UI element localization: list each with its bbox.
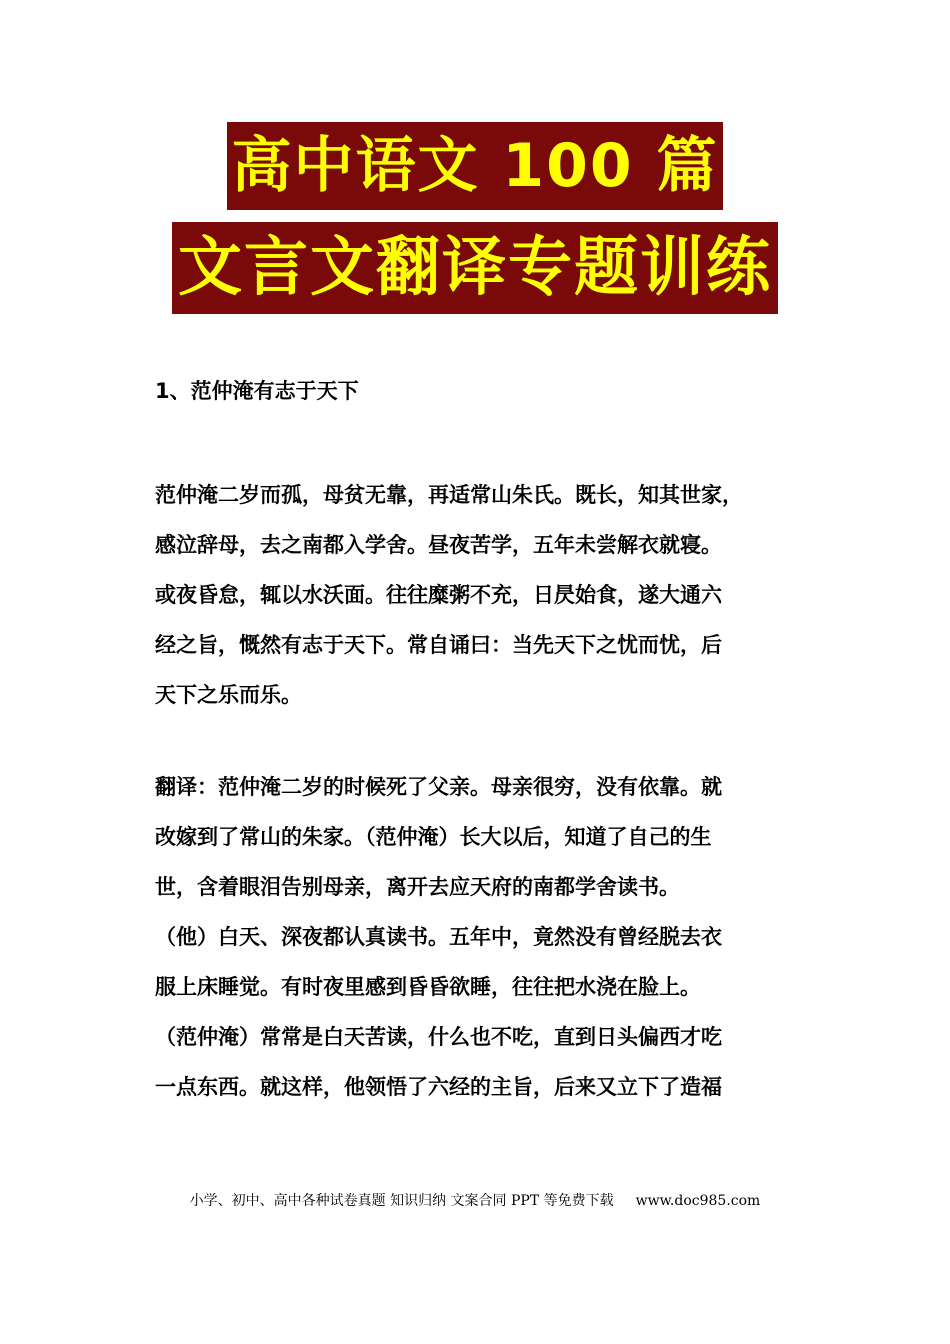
title-line-1-container — [0, 122, 950, 210]
translation-line: 世，含着眼泪告别母亲，离开去应天府的南都学舍读书。 — [155, 875, 680, 899]
original-line: 感泣辞母，去之南都入学舍。昼夜苦学，五年未尝解衣就寝。 — [155, 533, 722, 557]
footer-site-link[interactable]: www.doc985.com — [635, 1193, 761, 1209]
translation-line: （他）白天、深夜都认真读书。五年中，竟然没有曾经脱去衣 — [155, 925, 722, 949]
translation-line: 一点东西。就这样，他领悟了六经的主旨，后来又立下了造福 — [155, 1075, 722, 1099]
original-line: 经之旨，慨然有志于天下。常自诵曰：当先天下之忧而忧，后 — [155, 633, 722, 657]
translation-line: 改嫁到了常山的朱家。（范仲淹）长大以后，知道了自己的生 — [155, 825, 712, 849]
title-line-2-container — [0, 222, 950, 314]
title-line-1: 高中语文 100 篇 — [227, 122, 722, 210]
footer-text: 小学、初中、高中各种试卷真题 知识归纳 文案合同 PPT 等免费下载 — [189, 1193, 614, 1209]
original-text-paragraph — [155, 470, 815, 720]
translation-line: （范仲淹）常常是白天苦读，什么也不吃，直到日头偏西才吃 — [155, 1025, 722, 1049]
translation-paragraph — [155, 762, 815, 1112]
title-line-2: 文言文翻译专题训练 — [172, 222, 778, 314]
original-line: 或夜昏怠，辄以水沃面。往往糜粥不充，日昃始食，遂大通六 — [155, 583, 722, 607]
original-line: 范仲淹二岁而孤，母贫无靠，再适常山朱氏。既长，知其世家， — [155, 483, 743, 507]
translation-line: 服上床睡觉。有时夜里感到昏昏欲睡，往往把水浇在脸上。 — [155, 975, 701, 999]
page-footer — [0, 1190, 950, 1212]
section-heading: 1、范仲淹有志于天下 — [155, 379, 359, 403]
translation-line: 翻译：范仲淹二岁的时候死了父亲。母亲很穷，没有依靠。就 — [155, 775, 722, 799]
original-line: 天下之乐而乐。 — [155, 683, 302, 707]
